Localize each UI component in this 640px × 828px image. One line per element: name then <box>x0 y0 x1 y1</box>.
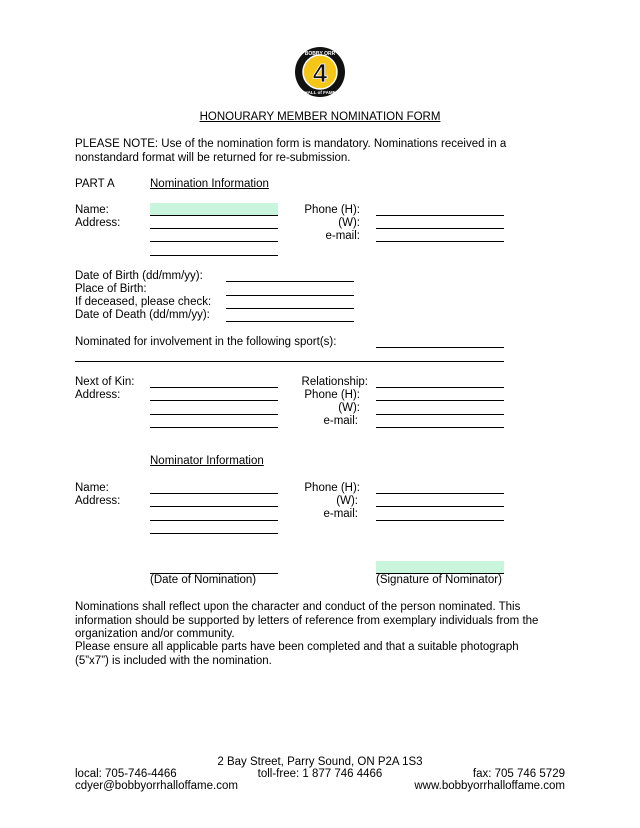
nominator-phone-w-field[interactable] <box>376 506 504 507</box>
closing-paragraph-1: Nominations shall reflect upon the character and conduct of the person nominated. This information should be supported by letters of reference from exemplary individuals from the organization and/or community. <box>75 601 539 640</box>
nominee-email-field[interactable] <box>376 241 504 242</box>
next-of-kin-label: Next of Kin: <box>75 376 135 388</box>
footer-fax: fax: 705 746 5729 <box>472 768 565 780</box>
footer-tollfree-phone: toll-free: 1 877 746 4466 <box>257 768 383 780</box>
kin-phone-w-label: (W): <box>338 402 360 414</box>
closing-paragraph-2: Please ensure all applicable parts have been completed and that a suitable photograph (5”x7”) is included with the nomination. <box>75 641 519 667</box>
nominator-name-field[interactable] <box>150 493 278 494</box>
nominator-name-label: Name: <box>75 482 109 494</box>
nominee-name-label: Name: <box>75 204 109 216</box>
kin-phone-w-field[interactable] <box>376 414 504 415</box>
nominator-address-line-2[interactable] <box>150 520 278 521</box>
bobby-orr-hall-of-fame-logo <box>294 46 346 98</box>
nominator-email-field[interactable] <box>376 520 504 521</box>
sports-label: Nominated for involvement in the following sport(s): <box>75 336 337 348</box>
kin-phone-h-label: Phone (H): <box>304 389 360 401</box>
kin-address-line-2[interactable] <box>150 414 278 415</box>
nominee-address-line-2[interactable] <box>150 241 278 242</box>
nominee-name-field[interactable] <box>150 203 278 215</box>
nominee-phone-w-field[interactable] <box>376 228 504 229</box>
kin-email-field[interactable] <box>376 427 504 428</box>
pob-label: Place of Birth: <box>75 283 147 295</box>
kin-email-label: e-mail: <box>323 415 358 427</box>
sports-field-line-2[interactable] <box>75 361 504 362</box>
next-of-kin-field[interactable] <box>150 387 278 388</box>
nominator-address-label: Address: <box>75 495 121 507</box>
footer-email-link[interactable]: cdyer@bobbyorrhalloffame.com <box>75 780 238 792</box>
nominee-address-line-3[interactable] <box>150 255 278 256</box>
kin-address-line-3[interactable] <box>150 427 278 428</box>
footer-website-link[interactable]: www.bobbyorrhalloffame.com <box>414 780 565 792</box>
nominee-phone-h-field[interactable] <box>376 215 504 216</box>
dob-label: Date of Birth (dd/mm/yy): <box>75 270 203 282</box>
kin-phone-h-field[interactable] <box>376 400 504 401</box>
signature-label: (Signature of Nominator) <box>376 574 502 586</box>
dod-field[interactable] <box>226 321 354 322</box>
nominee-phone-w-label: (W): <box>338 217 360 229</box>
svg-text:BOBBY ORR: BOBBY ORR <box>304 51 336 57</box>
mandatory-note: PLEASE NOTE: Use of the nomination form is mandatory. Nominations received in a nonstandard format will be returned for re-submission. <box>75 138 507 164</box>
signature-field[interactable] <box>376 561 504 573</box>
nominator-phone-w-label: (W): <box>336 495 358 507</box>
kin-address-line-1[interactable] <box>150 400 278 401</box>
nominator-phone-h-field[interactable] <box>376 493 504 494</box>
deceased-field[interactable] <box>226 308 354 309</box>
nominee-name-line <box>150 215 278 216</box>
dob-field[interactable] <box>226 281 354 282</box>
nominator-info-heading: Nominator Information <box>150 455 264 467</box>
form-title: HONOURARY MEMBER NOMINATION FORM <box>199 111 441 123</box>
svg-text:HALL of FAME: HALL of FAME <box>304 90 336 95</box>
footer-address: 2 Bay Street, Parry Sound, ON P2A 1S3 <box>217 756 423 768</box>
nominator-address-line-1[interactable] <box>150 506 278 507</box>
nominee-email-label: e-mail: <box>325 230 360 242</box>
sports-field[interactable] <box>376 347 504 348</box>
nominee-address-line-1[interactable] <box>150 228 278 229</box>
date-of-nomination-label: (Date of Nomination) <box>150 574 257 586</box>
relationship-field[interactable] <box>376 387 504 388</box>
deceased-label: If deceased, please check: <box>75 296 212 308</box>
part-a-label: PART A <box>75 178 115 190</box>
nominator-phone-h-label: Phone (H): <box>304 482 360 494</box>
kin-address-label: Address: <box>75 389 121 401</box>
pob-field[interactable] <box>226 295 354 296</box>
relationship-label: Relationship: <box>301 376 368 388</box>
svg-text:4: 4 <box>312 58 328 88</box>
footer-local-phone: local: 705-746-4466 <box>75 768 177 780</box>
nominee-phone-h-label: Phone (H): <box>304 204 360 216</box>
nomination-info-heading: Nomination Information <box>150 178 269 190</box>
dod-label: Date of Death (dd/mm/yy): <box>75 309 210 321</box>
nominator-email-label: e-mail: <box>323 508 358 520</box>
nominee-address-label: Address: <box>75 217 121 229</box>
nominator-address-line-3[interactable] <box>150 533 278 534</box>
